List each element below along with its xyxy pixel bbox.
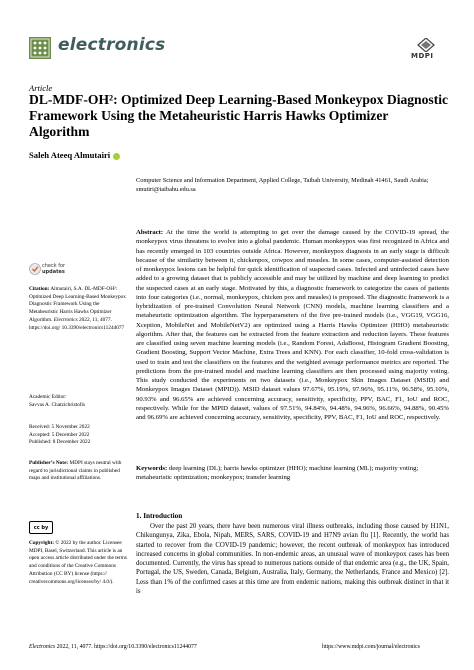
orcid-icon[interactable] <box>113 153 120 160</box>
copyright-block <box>29 540 129 586</box>
check-for-updates-line1: check for <box>42 263 66 269</box>
check-for-updates-label[interactable] <box>42 263 65 275</box>
journal-logo-icon <box>29 37 51 59</box>
academic-editor-label: Academic Editor: <box>29 394 67 400</box>
check-for-updates-line2: updates <box>42 269 65 275</box>
mdpi-logo-text: MDPI <box>411 52 434 60</box>
footer-journal: Electronics <box>29 644 56 650</box>
cc-by-text: cc by <box>33 524 49 531</box>
footer-url[interactable]: https://www.mdpi.com/journal/electronics <box>322 644 420 650</box>
section-heading: 1. Introduction <box>136 512 183 520</box>
copyright-text: © 2022 by the author. Licensee MDPI, Basel, Switzerland. This article is an open access article distributed under the terms and conditions of the Creative Commons Attribution (CC BY) license (https:// creativecommons.org/licenses/by/ 4.0/). <box>29 540 127 585</box>
affiliation: Computer Science and Information Department, Applied College, Taibah University, Medinah 41461, Saudi Arabia; smutiri@taibahu.edu.sa <box>136 177 429 193</box>
publisher-note <box>29 460 129 483</box>
article-title: DL-MDF-OH²: Optimized Deep Learning-Based Monkeypox Diagnostic Framework Using the Metaheuristic Harris Hawks Optimizer Algorithm <box>29 92 449 139</box>
date-received: Received: 5 November 2022 <box>29 424 90 430</box>
citation-doi[interactable]: 2022, 11, 4077. https://doi.org/ 10.3390/electronics11244077 <box>29 316 125 331</box>
author-name: Saleh Ateeq Almutairi <box>29 150 111 160</box>
abstract-text: At the time the world is attempting to get over the damage caused by the COVID-19 spread, the monkeypox virus threatens to evolve into a global pandemic. Human monkeypox was first recognized in Africa and has recently emerged in 103 countries outside Africa. However, monkeypox diagnosis in an early stage is difficult because of the similarity between it, chickenpox, cowpox and measles. In some cases, computer-assisted detection of monkeypox lesions can be helpful for quick identification of suspected cases. Infected and uninfected cases have added to a growing dataset that is publicly accessible and may be utilized by machine and deep learning to predict the suspected cases at an early stage. Motivated by this, a diagnostic framework to categorize the cases of patients into four categories (i.e., normal, monkeypox, chicken pox and measles) is proposed. The diagnostic framework is a hybridization of pre-trained Convolution Neural Network (CNN) models, machine learning classifiers and a metaheuristic optimization algorithm. The hyperparameters of the five pre-trained models (i.e., VGG19, VGG16, Xception, MobileNet and MobileNetV2) are optimized using a Harris Hawks Optimizer (HHO) metaheuristic algorithm. After that, the features can be extracted from the feature extraction and reduction layers. These features are classified using seven machine learning models (i.e., Random Forest, AdaBoost, Histogram Gradient Boosting, Gradient Boosting, Support Vector Machine, Extra Trees and KNN). For each classifier, 10-fold cross-validation is used to train and test the classifiers on the features and the weighted average performance metrics are reported. The predictions from the pre-trained model and machine learning classifiers are then processed using majority voting. This study conducted the experiments on two datasets (i.e., Monkeypox Skin Images Dataset (MSID) and Monkeypox Images Dataset (MPID)). MSID dataset values 97.67%, 95.19%, 97.96%, 95.11%, 96.58%, 95.10%, 90.93% and 96.65% are achieved concerning accuracy, sensitivity, specificity, PPV, BAC, F1, IoU and ROC, respectively. While for the MPID dataset, values of 97.51%, 94.84%, 94.48%, 94.96%, 96.66%, 94.88%, 90.45% and 96.69% are achieved concerning accuracy, sensitivity, specificity, PPV, BAC, F1, IoU and ROC, respectively. <box>136 229 449 421</box>
keywords <box>136 464 449 483</box>
check-for-updates-icon[interactable] <box>29 262 41 281</box>
publisher-note-label: Publisher’s Note: <box>29 460 69 466</box>
journal-name: electronics <box>58 35 166 55</box>
keywords-label: Keywords: <box>136 465 168 472</box>
academic-editor-block <box>29 394 129 409</box>
keywords-text: deep learning (DL); harris hawks optimizer (HHO); machine learning (ML); majority voting; metaheuristic optimization; monkeypox; transfer learning <box>136 465 419 482</box>
citation-block <box>29 286 129 332</box>
date-accepted: Accepted: 5 December 2022 <box>29 431 90 438</box>
academic-editor-name: Savvas A. Chatzichristofis <box>29 401 86 408</box>
citation-text: Almutairi, S.A. DL-MDF-OH²: Optimized Deep Learning-Based Monkeypox Diagnostic Framework Using the Metaheuristic Harris Hawks Optimizer Algorithm. <box>29 286 126 323</box>
publisher-note-text: MDPI stays neutral with regard to jurisdictional claims in published maps and institutional affiliations. <box>29 460 122 482</box>
introduction-text: Over the past 20 years, there have been numerous viral illness outbreaks, including those caused by H1N1, Chikungunya, Zika, Ebola, Nipah, MERS, SARS, COVID-19 and H7N9 avian flu [1]. Recently, the world has started to recover from the COVID-19 pandemic; however, the recent outbreak of monkeypox has introduced increased concerns in global communities. In non-endemic areas, an unusual wave of monkeypox cases has been documented. Currently, the virus has spread to numerous nations outside of that endemic area (e.g., the UK, Spain, Portugal, the US, Sweden, Canada, Belgium, Australia, Italy, Germany, the Netherlands, France and Mexico) [2]. Less than 1% of the confirmed cases at this time are from endemic nations, making this outbreak distinct in that it is <box>136 523 449 595</box>
citation-journal: Electronics <box>53 316 78 323</box>
article-type-label: Article <box>29 83 53 93</box>
cc-by-license-icon[interactable] <box>29 521 53 534</box>
footer-citation <box>29 644 197 650</box>
footer-doi[interactable]: 2022, 11, 4077. https://doi.org/10.3390/electronics11244077 <box>56 644 197 650</box>
author-line <box>29 150 120 160</box>
abstract-label: Abstract: <box>136 229 164 236</box>
citation-label: Citation: <box>29 286 50 292</box>
copyright-label: Copyright: <box>29 540 55 546</box>
abstract <box>136 228 449 422</box>
date-published: Published: 8 December 2022 <box>29 439 91 446</box>
dates-block <box>29 424 129 447</box>
